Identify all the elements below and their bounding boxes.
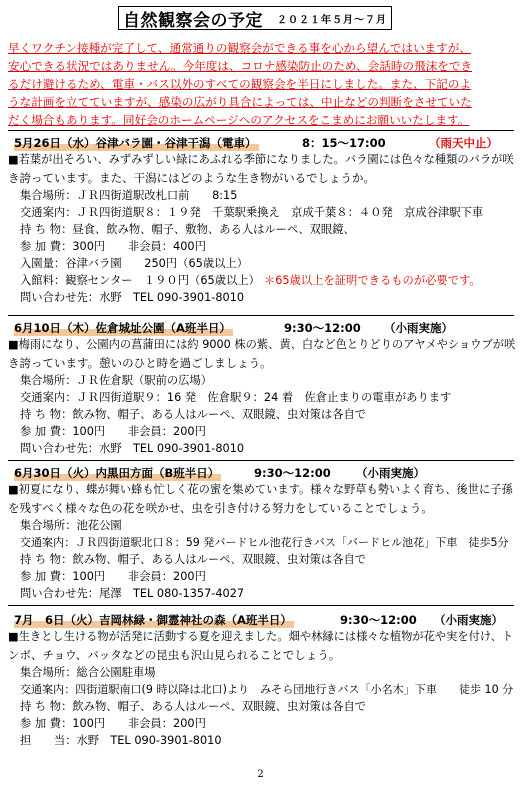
event-title: 6月30日（火）内黒田方面（B班半日） [14, 466, 220, 480]
notice-line: 安心できる状況ではありません。今年度は、コロナ感染防止のため、会話時の飛沫をでき [8, 59, 472, 73]
detail-row [20, 187, 516, 204]
detail-label: 集合場所： [20, 189, 77, 202]
detail-row [20, 664, 516, 681]
description-line: ■生きとし生ける物が活発に活動する夏を迎えました。畑や林縁には様々な植物が花や実を付け、ト [8, 630, 514, 643]
event-details [20, 664, 516, 749]
page-title: 自然観察会の予定 [123, 10, 263, 31]
detail-row [20, 272, 516, 289]
event-details [20, 517, 516, 602]
age-proof-note: ＊65歳以上を証明できるものが必要です。 [263, 274, 481, 287]
title-row [118, 6, 392, 30]
detail-label: 持 ち 物： [20, 408, 73, 421]
detail-label: 参 加 費： [20, 717, 73, 730]
detail-label: 問い合わせ先： [20, 291, 100, 304]
detail-value: 昼食、飲み物、帽子、敷物、ある人はルーペ、双眼鏡、 [72, 223, 355, 236]
detail-label: 交通案内： [20, 536, 76, 549]
detail-value: 100円 非会員：200円 [72, 570, 206, 583]
detail-value: 100円 非会員：200円 [72, 717, 206, 730]
event-heading [14, 320, 453, 336]
event-details [20, 372, 516, 457]
event-description [8, 481, 516, 517]
detail-value: ＪＲ四街道駅改札口前 8:15 [76, 189, 238, 202]
detail-row [20, 372, 516, 389]
detail-row [20, 389, 516, 406]
detail-value: 飲み物、帽子、ある人はルーペ、双眼鏡、虫対策は各自で [72, 700, 367, 713]
detail-row [20, 534, 516, 551]
detail-label: 集合場所： [20, 666, 77, 679]
detail-value: 水野 TEL 090-3901-8010 [99, 442, 245, 455]
event-heading [14, 612, 503, 628]
notice-line: うな計画を立てていますが、感染の広がり具合によっては、中止などの判断をさせていた [8, 95, 472, 109]
detail-label: 参 加 費： [20, 570, 73, 583]
description-line: き誇っています。また、干潟にはどのような生き物がいるでしょうか。 [8, 171, 375, 185]
detail-row [20, 221, 516, 238]
detail-label: 交通案内： [20, 683, 76, 696]
detail-value: 池花公園 [76, 519, 122, 532]
detail-label: 集合場所： [20, 519, 77, 532]
detail-row [20, 551, 516, 568]
detail-label: 交通案内： [20, 391, 77, 404]
detail-value: ＪＲ四街道駅８：１９発 千葉駅乗換え 京成千葉８：４０発 京成谷津駅下車 [76, 206, 484, 219]
divider [8, 605, 514, 606]
detail-value: 飲み物、帽子、ある人はルーペ、双眼鏡、虫対策は各自で [72, 553, 367, 566]
detail-value: 飲み物、帽子、ある人はルーペ、双眼鏡、虫対策は各自で [72, 408, 367, 421]
event-status: （雨天中止） [429, 136, 498, 150]
divider [8, 315, 514, 316]
detail-row [20, 204, 516, 221]
description-line: ■初夏になり、蝶が舞い蜂も忙しく花の蜜を集めています。様々な野草も勢いよく育ち、後世に子孫 [8, 483, 513, 496]
event-time: 9:30～12:00 [284, 321, 361, 335]
description-line: ンボ、チョウ、バッタなどの昆虫も沢山見られることでしょう。 [8, 648, 341, 662]
event-status: （小雨実施） [384, 321, 453, 335]
covid-notice [8, 39, 516, 129]
event-title: 5月26日（水）谷津バラ園・谷津干潟（電車） [14, 136, 257, 150]
detail-row [20, 585, 516, 602]
detail-value: ＪＲ佐倉駅（駅前の広場） [76, 374, 213, 387]
event-status: （小雨実施） [356, 466, 425, 480]
detail-label: 交通案内： [20, 206, 77, 219]
detail-row [20, 406, 516, 423]
event-time: 8：15～17:00 [302, 136, 386, 150]
event-details [20, 187, 516, 306]
detail-value: 四街道駅南口(9 時以降は北口)より みそら団地行きバス「小名木」下車 徒歩 10 分 [75, 683, 514, 696]
notice-line: だく場合もあります。同好会のホームページへのアクセスをこまめにお願いいたします。 [8, 113, 470, 127]
detail-value: 水野 TEL 090-3901-8010 [76, 734, 222, 747]
notice-line: 早くワクチン接種が完了して、通常通りの観察会ができる事を心から望んではいますが、 [8, 41, 471, 55]
detail-label: 入園量： [20, 257, 66, 270]
detail-label: 持 ち 物： [20, 700, 73, 713]
event-description [8, 628, 516, 664]
detail-label: 問い合わせ先： [20, 442, 100, 455]
detail-value: 尾澤 TEL 080-1357-4027 [99, 587, 245, 600]
detail-value: 観察センター １９０円（65歳以上） [65, 274, 260, 287]
event-time: 9:30～12:00 [254, 466, 331, 480]
detail-row [20, 255, 516, 272]
detail-row [20, 732, 516, 749]
detail-row [20, 517, 516, 534]
detail-value: 300円 非会員：400円 [72, 240, 206, 253]
detail-value: 100円 非会員：200円 [72, 425, 206, 438]
detail-row [20, 698, 516, 715]
detail-label: 参 加 費： [20, 425, 73, 438]
detail-value: 谷津バラ園 250円（65歳以上） [65, 257, 249, 270]
event-description [8, 151, 516, 187]
period-label: ２０２１年５月～７月 [277, 14, 387, 26]
detail-value: ＪＲ四街道駅北口８：59 発バードヒル池花行きバス「バードヒル池花」下車 徒歩5分 [75, 536, 509, 549]
divider [8, 460, 514, 461]
detail-label: 入館料： [20, 274, 66, 287]
detail-label: 持 ち 物： [20, 553, 73, 566]
detail-row [20, 238, 516, 255]
description-line: を残すべく様々な色の花を咲かせ、虫を引き付ける努力をしていることでしょう。 [8, 501, 433, 515]
event-heading [14, 465, 425, 481]
detail-label: 問い合わせ先： [20, 587, 100, 600]
detail-value: 水野 TEL 090-3901-8010 [99, 291, 245, 304]
event-description [8, 336, 516, 372]
detail-value: 総合公園駐車場 [76, 666, 156, 679]
detail-value: ＪＲ四街道駅９：16 発 佐倉駅９：24 着 佐倉止まりの電車があります [76, 391, 452, 404]
detail-row [20, 568, 516, 585]
detail-label: 担 当： [20, 734, 77, 747]
detail-label: 集合場所： [20, 374, 77, 387]
event-title: 6月10日（木）佐倉城址公園（A班半日） [14, 321, 231, 335]
detail-label: 参 加 費： [20, 240, 73, 253]
description-line: ■若葉が出そろい、みずみずしい緑にあふれる季節になりました。バラ園には色々な種類のバラが咲 [8, 153, 514, 166]
description-line: ■梅雨になり、公園内の菖蒲田には約 9000 株の紫、黄、白など色とりどりのアヤメやショウブが咲 [8, 338, 516, 351]
detail-row [20, 715, 516, 732]
detail-label: 持 ち 物： [20, 223, 73, 236]
title-box [118, 6, 392, 30]
page-number: 2 [257, 769, 264, 780]
detail-row [20, 289, 516, 306]
event-time: 9:30～12:00 [340, 613, 417, 627]
divider [8, 130, 514, 131]
detail-row [20, 423, 516, 440]
event-heading [14, 135, 498, 151]
event-status: （小雨実施） [434, 613, 503, 627]
description-line: き誇っています。憩いのひと時を過ごしましょう。 [8, 356, 272, 370]
detail-row [20, 440, 516, 457]
event-title: 7月 6日（火）吉岡林緑・御霊神社の森（A班半日） [14, 613, 292, 627]
detail-row [20, 681, 516, 698]
notice-line: るだけ避けるため、電車・バス以外のすべての観察会を半日にしました。また、下記のよ [8, 77, 472, 91]
